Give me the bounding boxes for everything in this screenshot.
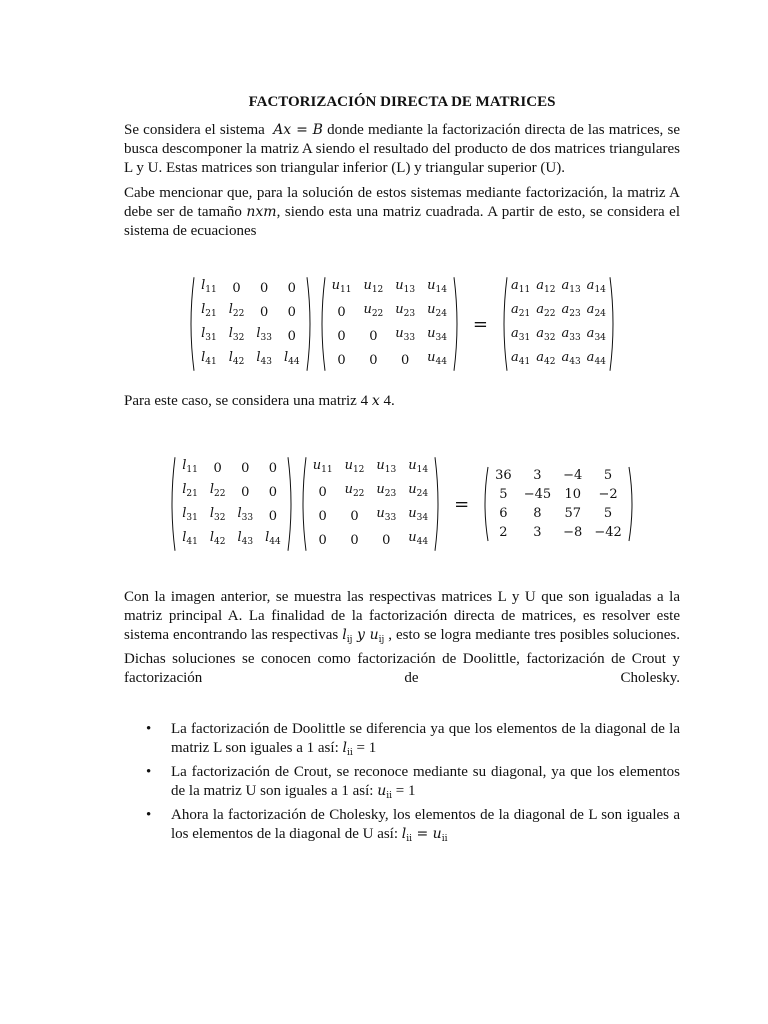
matrix-cell: −4	[563, 468, 583, 483]
matrix-cell: $l_{43}$	[237, 530, 254, 547]
matrix-cell: $l_{32}$	[228, 326, 245, 343]
matrix-cell: $l_{21}$	[182, 482, 198, 499]
purpose-text-before: Con la imagen anterior, se muestra las respectivas matrices L y U que son igualadas a la matriz principal A. La finalidad de la factorización directa de matrices, es resolver este sistema encontrando las respectivas	[124, 589, 680, 643]
case-text-before: Para este caso, se considera una matriz 4	[124, 393, 372, 409]
purpose-math-lij-uij: $l_{ij}$ y $u_{ij}$	[342, 627, 385, 645]
matrix-right-bracket	[287, 456, 295, 552]
matrix-cell: $u_{24}$	[427, 302, 447, 319]
matrix-cell: $u_{34}$	[408, 506, 429, 523]
matrix-cell: $u_{24}$	[408, 482, 429, 499]
matrix-cell: $l_{33}$	[237, 506, 254, 523]
matrix-cell: $l_{44}$	[283, 350, 300, 367]
paragraph-size	[124, 184, 680, 241]
list-item-math: $l_{ii} = u_{ii}$	[401, 826, 448, 844]
matrix-left-bracket	[318, 276, 326, 372]
matrix-cell: 5	[603, 468, 613, 483]
matrix-cell: 0	[260, 304, 269, 320]
matrix-u	[299, 456, 442, 552]
matrix-cell: $a_{22}$	[536, 302, 556, 319]
matrix-cell: 6	[499, 506, 508, 521]
list-item	[124, 763, 680, 806]
matrix-right-bracket	[609, 276, 617, 372]
matrix-cell: 0	[241, 484, 250, 500]
matrix-cell: $u_{34}$	[427, 326, 447, 343]
matrix-cell: 0	[287, 304, 296, 320]
matrix-cell: $l_{11}$	[201, 278, 217, 295]
matrix-cell: 0	[337, 352, 346, 368]
matrix-cell: 0	[369, 352, 378, 368]
purpose-text-after: , esto se logra mediante tres posibles soluciones. Dichas soluciones se conocen como factorización de Doolittle, factorización de Crout y factorización de Cholesky.	[124, 627, 680, 686]
matrix-cell: 0	[268, 460, 278, 476]
matrix-cell: 2	[499, 525, 508, 540]
matrix-l	[168, 456, 295, 552]
matrix-right-bracket	[628, 466, 636, 542]
matrix-cell: −45	[523, 487, 552, 502]
matrix-cell: $l_{42}$	[228, 350, 245, 367]
matrix-a	[500, 276, 617, 372]
intro-math-ax-b: Ax = B	[273, 122, 323, 138]
matrix-cell: −8	[563, 525, 583, 540]
matrix-cell: $u_{33}$	[376, 506, 397, 523]
matrix-cell: 0	[318, 484, 327, 500]
matrix-cell: 0	[337, 304, 346, 320]
matrix-cell: $a_{42}$	[536, 350, 556, 367]
equation-general	[124, 276, 680, 372]
matrix-cell: $a_{23}$	[561, 302, 581, 319]
matrix-cell: $u_{11}$	[312, 458, 333, 475]
equals-sign: =	[472, 313, 489, 335]
bullet-dot: •	[146, 807, 152, 823]
matrix-left-bracket	[481, 466, 489, 542]
matrix-cell: $u_{11}$	[331, 278, 352, 295]
matrix-cell: $a_{24}$	[586, 302, 606, 319]
matrix-cell: 57	[564, 506, 581, 521]
matrix-right-bracket	[434, 456, 442, 552]
matrix-l	[187, 276, 314, 372]
intro-text-after: donde mediante la factorización directa de las matrices, se busca descomponer la matriz A siendo el resultado del producto de dos matrices triangulares L y U. Estas matrices son triangular inferior (L) y triangular superior (U).	[124, 122, 680, 176]
list-item	[124, 720, 680, 763]
list-item-tail: = 1	[352, 740, 377, 756]
matrix-cell: $a_{31}$	[511, 326, 531, 343]
matrix-cell: 10	[564, 487, 581, 502]
matrix-cell: $u_{22}$	[363, 302, 384, 319]
bullet-dot: •	[146, 721, 152, 737]
size-math-nxm: nxm	[246, 204, 277, 220]
equals-sign: =	[454, 493, 470, 515]
matrix-cell: 0	[287, 328, 296, 344]
matrix-cell: 0	[268, 508, 278, 524]
matrix-cell: 0	[350, 532, 359, 548]
matrix-a	[481, 466, 636, 542]
matrix-cell: 0	[401, 352, 410, 368]
matrix-cell: 3	[533, 525, 542, 540]
matrix-cell: 0	[287, 280, 296, 296]
matrix-cell: $a_{11}$	[511, 278, 531, 295]
matrix-cell: $a_{41}$	[511, 350, 531, 367]
matrix-cell: $a_{14}$	[586, 278, 606, 295]
matrix-cell: 0	[241, 460, 250, 476]
paragraph-purpose	[124, 588, 680, 688]
matrix-right-bracket	[453, 276, 461, 372]
list-item-text: Ahora la factorización de Cholesky, los elementos de la diagonal de L son iguales a los elementos de la diagonal de U así:	[171, 807, 680, 842]
matrix-cell: 5	[499, 487, 508, 502]
matrix-left-bracket	[187, 276, 195, 372]
matrix-cell: $u_{23}$	[376, 482, 397, 499]
matrix-cell: $l_{21}$	[201, 302, 217, 319]
matrix-cell: 0	[260, 280, 269, 296]
matrix-cell: $a_{33}$	[561, 326, 581, 343]
list-item-tail: = 1	[392, 783, 416, 799]
matrix-cell: $a_{21}$	[511, 302, 531, 319]
size-text-before: Cabe mencionar que, para la solución de estos sistemas mediante factorización, la matriz A debe ser de tamaño	[124, 185, 680, 220]
matrix-cell: $l_{31}$	[201, 326, 217, 343]
matrix-left-bracket	[500, 276, 508, 372]
matrix-cell: $u_{14}$	[427, 278, 447, 295]
size-text-after: , siendo esta una matriz cuadrada. A partir de esto, se considera el sistema de ecuaciones	[124, 204, 680, 239]
case-text-after: 4.	[379, 393, 395, 409]
matrix-cell: $a_{13}$	[561, 278, 581, 295]
list-item	[124, 806, 680, 849]
matrix-cell: 0	[369, 328, 378, 344]
matrix-cell: $l_{43}$	[256, 350, 272, 367]
matrix-cell: 0	[337, 328, 346, 344]
matrix-cell: 0	[382, 532, 391, 548]
matrix-right-bracket	[306, 276, 314, 372]
paragraph-intro	[124, 121, 680, 178]
factorization-list	[124, 720, 680, 849]
matrix-cell: $a_{44}$	[586, 350, 606, 367]
matrix-cell: $u_{23}$	[395, 302, 416, 319]
matrix-cell: $l_{32}$	[209, 506, 226, 523]
matrix-cell: −42	[594, 525, 622, 540]
matrix-cell: $l_{22}$	[209, 482, 226, 499]
matrix-cell: $u_{22}$	[344, 482, 365, 499]
matrix-cell: $u_{44}$	[427, 350, 447, 367]
matrix-cell: $u_{14}$	[408, 458, 429, 475]
list-item-math: $l_{ii}$	[342, 740, 353, 758]
matrix-cell: $u_{12}$	[344, 458, 365, 475]
matrix-cell: $u_{33}$	[395, 326, 416, 343]
matrix-cell: 0	[350, 508, 359, 524]
list-item-text: La factorización de Doolittle se diferencia ya que los elementos de la diagonal de la matriz L son iguales a 1 así:	[171, 721, 680, 756]
matrix-cell: $u_{13}$	[395, 278, 416, 295]
matrix-cell: $a_{34}$	[586, 326, 606, 343]
matrix-cell: 0	[268, 484, 278, 500]
matrix-cell: $u_{12}$	[363, 278, 384, 295]
matrix-cell: 8	[533, 506, 542, 521]
matrix-cell: 0	[232, 280, 241, 296]
matrix-u	[318, 276, 461, 372]
paragraph-case	[124, 392, 680, 411]
matrix-cell: $l_{22}$	[228, 302, 245, 319]
matrix-cell: $l_{11}$	[182, 458, 198, 475]
document-title: FACTORIZACIÓN DIRECTA DE MATRICES	[248, 94, 556, 110]
matrix-cell: $a_{43}$	[561, 350, 581, 367]
matrix-cell: $l_{33}$	[256, 326, 272, 343]
matrix-left-bracket	[299, 456, 307, 552]
matrix-cell: $l_{41}$	[201, 350, 217, 367]
intro-text-before: Se considera el sistema	[124, 122, 265, 138]
case-math-x: x	[371, 393, 380, 409]
matrix-cell: $l_{42}$	[209, 530, 226, 547]
matrix-cell: 3	[533, 468, 542, 483]
matrix-cell: $u_{44}$	[408, 530, 429, 547]
matrix-cell: 0	[318, 532, 327, 548]
bullet-dot: •	[146, 764, 152, 780]
matrix-cell: 36	[495, 468, 512, 483]
matrix-cell: $l_{41}$	[182, 530, 198, 547]
matrix-left-bracket	[168, 456, 176, 552]
matrix-cell: 0	[318, 508, 327, 524]
list-item-text: La factorización de Crout, se reconoce mediante su diagonal, ya que los elementos de la matriz U son iguales a 1 así:	[171, 764, 680, 799]
matrix-cell: −2	[598, 487, 618, 502]
matrix-cell: 0	[213, 460, 222, 476]
matrix-cell: $a_{12}$	[536, 278, 556, 295]
matrix-cell: $l_{44}$	[265, 530, 281, 547]
matrix-cell: $u_{13}$	[376, 458, 397, 475]
matrix-cell: 5	[603, 506, 613, 521]
matrix-cell: $l_{31}$	[182, 506, 198, 523]
equation-numeric	[124, 456, 680, 552]
list-item-math: $u_{ii}$	[377, 783, 392, 801]
matrix-cell: $a_{32}$	[536, 326, 556, 343]
